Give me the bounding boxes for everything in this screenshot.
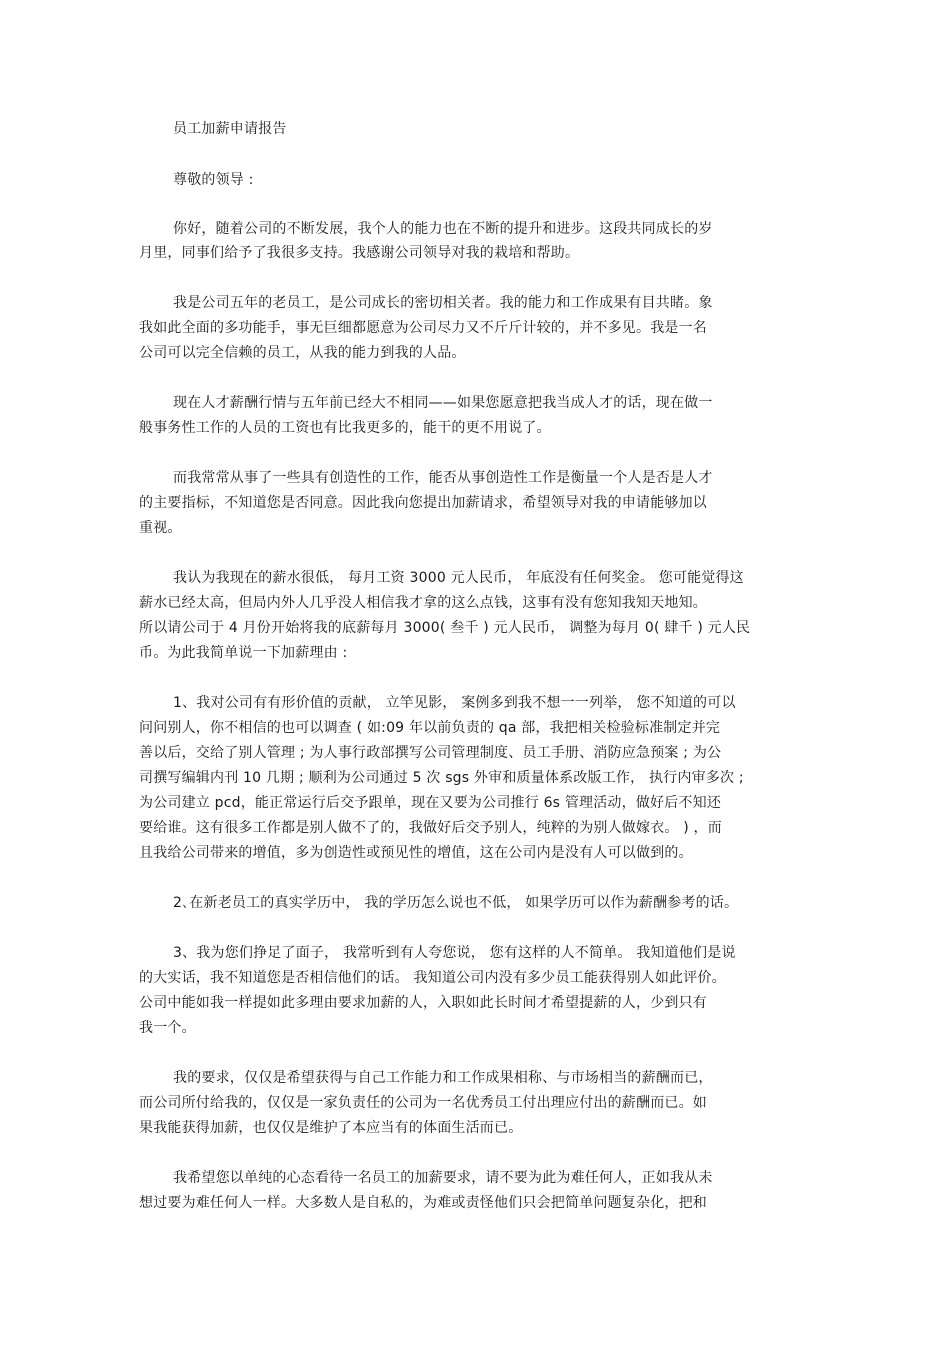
document-title: 员工加薪申请报告 bbox=[173, 121, 287, 137]
paragraph-10-line-2: 想过要为难任何人一样。大多数人是自私的，为难或责怪他们只会把简单问题复杂化，把和 bbox=[139, 1195, 707, 1211]
paragraph-6-line-1: 1、我对公司有有形价值的贡献， 立竿见影， 案例多到我不想一一列举， 您不知道的可以 bbox=[173, 695, 736, 711]
paragraph-2-line-2: 我如此全面的多功能手，事无巨细都愿意为公司尽力又不斤斤计较的，并不多见。我是一名 bbox=[139, 320, 707, 336]
paragraph-7-line-1: 2､在新老员工的真实学历中， 我的学历怎么说也不低， 如果学历可以作为薪酬参考的话。 bbox=[173, 895, 739, 911]
paragraph-1-line-1: 你好，随着公司的不断发展，我个人的能力也在不断的提升和进步。这段共同成长的岁 bbox=[173, 221, 713, 237]
paragraph-1-line-2: 月里，同事们给予了我很多支持。我感谢公司领导对我的栽培和帮助。 bbox=[139, 245, 580, 261]
paragraph-4-line-3: 重视。 bbox=[139, 520, 182, 536]
paragraph-6-line-3: 善以后，交给了别人管理 ; 为人事行政部撰写公司管理制度、员工手册、消防应急预案 ; 为公 bbox=[139, 745, 722, 761]
paragraph-4-line-1: 而我常常从事了一些具有创造性的工作，能否从事创造性工作是衡量一个人是否是人才 bbox=[173, 470, 713, 486]
paragraph-4-line-2: 的主要指标，不知道您是否同意。因此我向您提出加薪请求，希望领导对我的申请能够加以 bbox=[139, 495, 707, 511]
paragraph-6-line-4: 司撰写编辑内刊 10 几期 ; 顺利为公司通过 5 次 sgs 外审和质量体系改版工作， 执行内审多次 ; bbox=[139, 770, 744, 786]
paragraph-2-line-3: 公司可以完全信赖的员工，从我的能力到我的人品。 bbox=[139, 345, 466, 361]
paragraph-5-line-1: 我认为我现在的薪水很低， 每月工资 3000 元人民币， 年底没有任何奖金。 您可能觉得这 bbox=[173, 570, 744, 586]
paragraph-6-line-2: 问问别人，你不相信的也可以调查 ( 如:09 年以前负责的 qa 部，我把相关检验标准制定并完 bbox=[139, 720, 721, 736]
paragraph-8-line-1: 3、我为您们挣足了面子， 我常听到有人夸您说， 您有这样的人不简单。 我知道他们是说 bbox=[173, 945, 736, 961]
paragraph-3-line-1: 现在人才薪酬行情与五年前已经大不相同——如果您愿意把我当成人才的话，现在做一 bbox=[173, 395, 713, 411]
salutation: 尊敬的领导 : bbox=[173, 172, 254, 188]
paragraph-6-line-5: 为公司建立 pcd，能正常运行后交予跟单，现在又要为公司推行 6s 管理活动，做好后不知还 bbox=[139, 795, 722, 811]
paragraph-9-line-1: 我的要求，仅仅是希望获得与自己工作能力和工作成果相称、与市场相当的薪酬而已， bbox=[173, 1070, 713, 1086]
paragraph-3-line-2: 般事务性工作的人员的工资也有比我更多的，能干的更不用说了。 bbox=[139, 420, 551, 436]
paragraph-5-line-3: 所以请公司于 4 月份开始将我的底薪每月 3000( 叁千 ) 元人民币， 调整为每月 0( 肆千 ) 元人民 bbox=[139, 620, 751, 636]
paragraph-10-line-1: 我希望您以单纯的心态看待一名员工的加薪要求，请不要为此为难任何人，正如我从未 bbox=[173, 1170, 713, 1186]
paragraph-6-line-7: 且我给公司带来的增值，多为创造性或预见性的增值，这在公司内是没有人可以做到的。 bbox=[139, 845, 693, 861]
paragraph-8-line-3: 公司中能如我一样提如此多理由要求加薪的人，入职如此长时间才希望提薪的人，少到只有 bbox=[139, 995, 707, 1011]
paragraph-9-line-2: 而公司所付给我的，仅仅是一家负责任的公司为一名优秀员工付出理应付出的薪酬而已。如 bbox=[139, 1095, 707, 1111]
paragraph-8-line-2: 的大实话，我不知道您是否相信他们的话。 我知道公司内没有多少员工能获得别人如此评价。 bbox=[139, 970, 726, 986]
paragraph-5-line-2: 薪水已经太高，但局内外人几乎没人相信我才拿的这么点钱，这事有没有您知我知天地知。 bbox=[139, 595, 707, 611]
paragraph-9-line-3: 果我能获得加薪，也仅仅是维护了本应当有的体面生活而已。 bbox=[139, 1120, 523, 1136]
paragraph-6-line-6: 要给谁。这有很多工作都是别人做不了的，我做好后交予别人，纯粹的为别人做嫁衣。 ) ，而 bbox=[139, 820, 722, 836]
paragraph-5-line-4: 币。为此我简单说一下加薪理由 : bbox=[139, 645, 348, 661]
paragraph-8-line-4: 我一个。 bbox=[139, 1020, 196, 1036]
paragraph-2-line-1: 我是公司五年的老员工，是公司成长的密切相关者。我的能力和工作成果有目共睹。象 bbox=[173, 295, 713, 311]
